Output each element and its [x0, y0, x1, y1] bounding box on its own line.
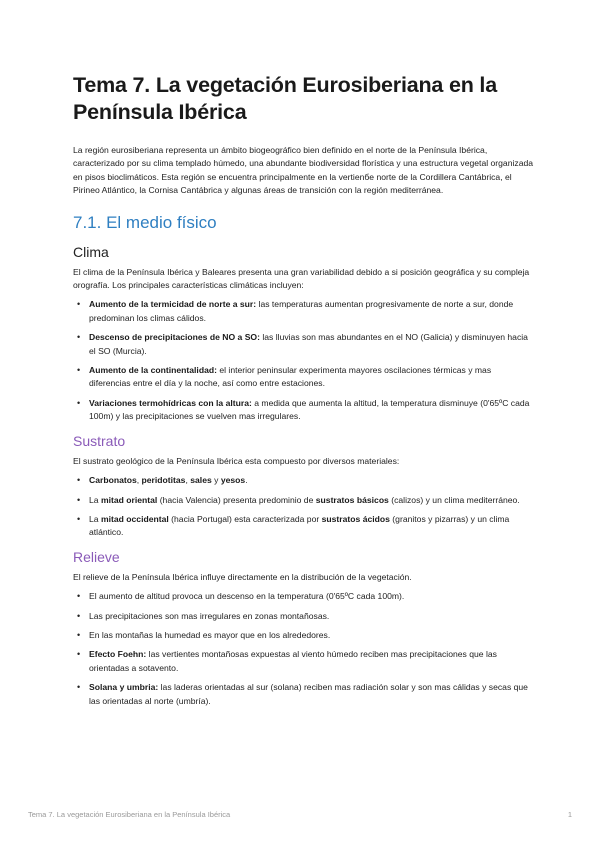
list-item: • Efecto Foehn: las vertientes montañosas expuestas al viento húmedo reciben mas precipitaciones que las orientadas a sotavento.	[77, 649, 497, 673]
list-item: • Las precipitaciones son mas irregulares en zonas montañosas.	[73, 610, 535, 623]
list-item: • El aumento de altitud provoca un descenso en la temperatura (0'65ºC cada 100m).	[73, 590, 535, 603]
bullet-icon: •	[77, 649, 81, 660]
subheading-relieve: Relieve	[73, 548, 120, 565]
bullet-icon: •	[77, 629, 81, 640]
list-item: • La mitad occidental (hacia Portugal) esta caracterizada por sustratos ácidos (granitos y pizarras) y un clima atlántico.	[77, 513, 510, 538]
bullet-icon: •	[77, 332, 81, 343]
page-footer	[28, 810, 572, 819]
list-item: • En las montañas la humedad es mayor que en los alrededores.	[73, 629, 535, 642]
bullet-icon: •	[77, 494, 81, 505]
subheading-sustrato: Sustrato	[73, 432, 126, 449]
list-item: • Aumento de la termicidad de norte a sur: las temperaturas aumentan progresivamente de norte a sur, donde predominan los climas cálidos.	[77, 299, 514, 323]
bullet-icon: •	[77, 397, 81, 408]
list-item: • Carbonatos, peridotitas, sales y yesos.	[73, 474, 535, 487]
subheading-clima: Clima	[73, 243, 109, 260]
page-number: 1	[567, 810, 572, 819]
bullet-icon: •	[77, 591, 81, 602]
clima-list	[73, 298, 535, 423]
section-heading-medio-fisico: 7.1. El medio físico	[73, 212, 217, 232]
list-item: • Solana y umbria: las laderas orientadas al sur (solana) reciben mas radiación solar y son mas cálidas y secas que las orientadas al norte (umbría).	[77, 682, 528, 706]
sustrato-intro: El sustrato geológico de la Península Ibérica esta compuesto por diversos materiales:	[73, 455, 400, 466]
clima-intro: El clima de la Península Ibérica y Baleares presenta una gran variabilidad debido a si posición geográfica y su compleja orografía. Los principales características climáticas incluyen:	[73, 266, 530, 291]
page-title: Tema 7. La vegetación Eurosiberiana en la Península Ibérica	[73, 73, 497, 124]
list-item: • La mitad oriental (hacia Valencia) presenta predominio de sustratos básicos (calizos) y un clima mediterráneo.	[73, 494, 535, 507]
intro-paragraph: La región eurosiberiana representa un ámbito biogeográfico bien definido en el norte de la Península Ibérica, caracterizado por su clima templado húmedo, una abundante biodiversidad florística y una estructura vegetal organizada en pisos bioclimáticos. Esta región se encuentra principalmente en la vertienбe norte de la Cordillera Cantábrica, el Pirineo Atlántico, la Cornisa Cantábrica y algunas áreas de transición con la región mediterránea.	[73, 145, 534, 196]
relieve-intro: El relieve de la Península Ibérica influye directamente en la distribución de la vegetación.	[73, 571, 412, 582]
list-item: • Descenso de precipitaciones de NO a SO: las lluvias son mas abundantes en el NO (Galicia) y disminuyen hacia el SO (Murcia).	[77, 332, 528, 356]
document-page	[73, 72, 535, 714]
bullet-icon: •	[77, 365, 81, 376]
sustrato-list	[73, 474, 535, 540]
bullet-icon: •	[77, 610, 81, 621]
bullet-icon: •	[77, 682, 81, 693]
bullet-icon: •	[77, 475, 81, 486]
list-item: • Aumento de la continentalidad: el interior peninsular experimenta mayores oscilaciones térmicas y mas diferencias entre el día y la noche, así como entre estaciones.	[77, 365, 492, 389]
bullet-icon: •	[77, 513, 81, 524]
bullet-icon: •	[77, 299, 81, 310]
list-item: • Variaciones termohídricas con la altura: a medida que aumenta la altitud, la temperatura disminuye (0'65ºC cada 100m) y las precipitaciones se vuelven mas irregulares.	[77, 397, 530, 422]
relieve-list	[73, 590, 535, 708]
footer-title: Tema 7. La vegetación Eurosiberiana en la Península Ibérica	[28, 810, 231, 819]
